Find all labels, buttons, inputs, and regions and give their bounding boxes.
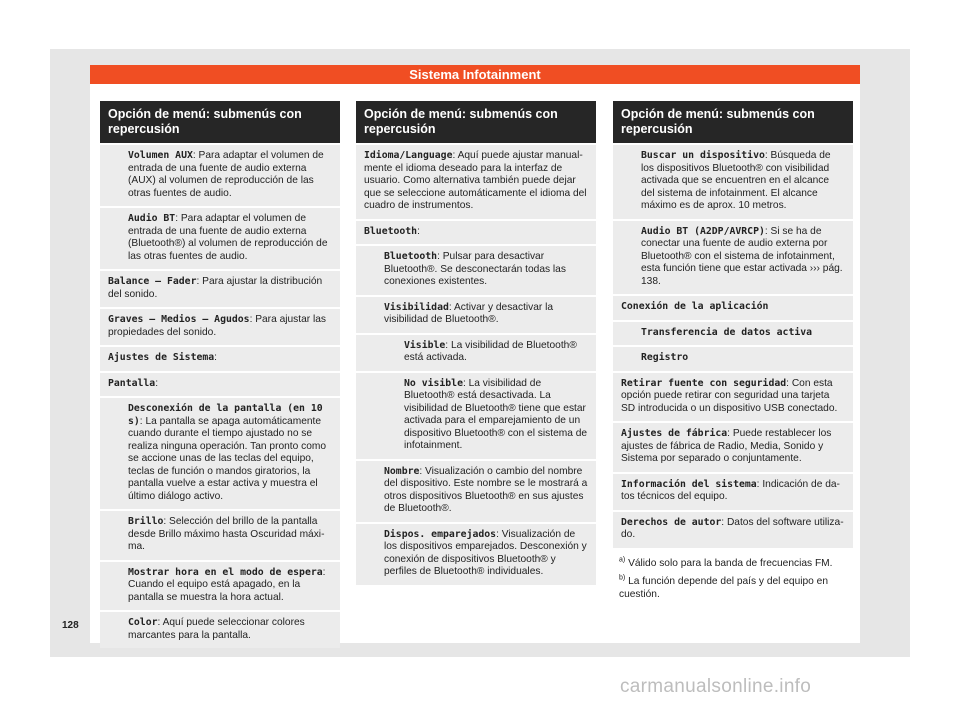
menu-description: : Indicación de datos técnicos del equipo. — [621, 478, 840, 502]
menu-term: Conexión de la aplicación — [621, 301, 769, 312]
menu-description: : Para ajustar las propiedades del sonido. — [108, 314, 327, 338]
table-row — [100, 143, 340, 206]
table-rows — [613, 143, 853, 548]
table-row — [100, 307, 340, 345]
menu-description: : Si se ha de conectar una fuente de audio externa por Bluetooth® con el sistema de infotainment, esta función tiene que estar activada ››› pág. 138. — [641, 225, 843, 287]
menu-description: : — [417, 225, 420, 237]
menu-term: Ajustes de Sistema — [108, 352, 215, 363]
menu-term: Transferencia de datos activa — [641, 326, 813, 338]
document-page — [90, 65, 860, 643]
menu-description: : Puede restablecer los ajustes de fábrica de Radio, Media, Sonido y Sistema por separado o conjuntamente. — [621, 428, 832, 464]
table-row — [613, 219, 853, 295]
table-column-1 — [100, 101, 340, 648]
menu-term: Información del sistema — [621, 478, 757, 490]
table-row — [100, 396, 340, 509]
menu-description: : Para adaptar el volumen de entrada de una fuente de audio externa (Bluetooth®) al volumen de reproducción de las otras fuentes de audio. — [128, 213, 328, 262]
menu-description: : — [214, 352, 218, 363]
table-row — [356, 143, 596, 219]
menu-term: Mostrar hora en el modo de espera — [128, 566, 323, 578]
menu-term: Balance – Fader — [108, 276, 197, 287]
footnotes — [613, 548, 853, 602]
table-rows — [100, 143, 340, 648]
table-row — [100, 560, 340, 611]
table-row — [356, 333, 596, 371]
menu-description: : Visualización de los dispositivos emparejados. Desconexión y conexión de dispositivos Bluetooth® y perfiles de Bluetooth® individuales. — [384, 528, 587, 577]
footnote-text: La función depende del país y del equipo en cuestión. — [619, 576, 829, 600]
table-row — [100, 509, 340, 560]
menu-term: Bluetooth — [384, 251, 438, 262]
table-row — [613, 294, 853, 320]
menu-term: Pantalla — [108, 377, 156, 389]
footnote-mark: b) — [619, 574, 626, 582]
menu-term: Audio BT — [128, 213, 176, 224]
menu-description: : Cuando el equipo está apagado, en la pantalla se muestra la hora actual. — [128, 566, 326, 603]
menu-term: Color — [128, 617, 158, 628]
footnote-text: Válido solo para la banda de frecuencias FM. — [625, 557, 833, 569]
table-row — [100, 371, 340, 397]
watermark: carmanualsonline.info — [620, 676, 812, 697]
menu-term: Buscar un dispositivo — [641, 150, 765, 161]
table-row — [613, 472, 853, 510]
menu-description: : Con esta opción puede retirar con seguridad una tarjeta SD introducida o un dispositivo USB conectado. — [621, 377, 838, 414]
menu-description: : Selección del brillo de la pantalla desde Brillo máximo hasta Oscuridad máxima. — [128, 516, 325, 552]
menu-term: Graves – Medios – Agudos — [108, 314, 250, 325]
table-column-3 — [613, 101, 853, 607]
menu-description: : Pulsar para desactivar Bluetooth®. Se desconectarán todas las conexiones existentes. — [384, 251, 566, 287]
menu-term: Nombre — [384, 465, 420, 477]
column-heading: Opción de menú: submenús con repercusión — [613, 101, 853, 143]
footnote — [619, 576, 847, 601]
menu-description: : Búsqueda de los dispositivos Bluetooth® con visibilidad activada que se encuentren en el alcance del sistema de infotainment. El alcance máximo es de aprox. 10 metros. — [641, 150, 831, 211]
menu-term: Dispos. emparejados — [384, 528, 497, 540]
menu-term: Visibilidad — [384, 301, 449, 313]
table-row — [613, 371, 853, 422]
table-row — [613, 345, 853, 371]
menu-term: Brillo — [128, 516, 164, 527]
table-row — [100, 345, 340, 371]
menu-description: : Para adaptar el volumen de entrada de una fuente de audio externa (AUX) al volumen de reproducción de las otras fuentes de audio. — [128, 150, 324, 199]
table-row — [356, 295, 596, 333]
table-rows — [356, 143, 596, 585]
menu-term: Desconexión de la pantalla (en 10 s) — [128, 403, 323, 427]
table-row — [100, 206, 340, 269]
menu-description: : Aquí puede ajustar manualmente el idioma deseado para la interfaz de usuario. Como alternativa también puede dejar que se seleccione automáticamente el idioma del cuadro de instrumentos. — [364, 150, 587, 211]
menu-description: : Aquí puede seleccionar colores marcantes para la pantalla. — [128, 617, 305, 641]
table-row — [613, 320, 853, 346]
menu-term: Retirar fuente con seguridad — [621, 377, 787, 389]
table-row — [356, 459, 596, 522]
table-column-2 — [356, 101, 596, 585]
menu-description: : Visualización o cambio del nombre del dispositivo. Este nombre se le mostrará a otros dispositivos Bluetooth® en sus ajustes de Bluetooth®. — [384, 465, 588, 514]
menu-description: : La visibilidad de Bluetooth® está desactivada. La visibilidad de Bluetooth® tiene que estar activada para el emparejamiento de un dispositivo Bluetooth® con el sistema de infotainment. — [404, 377, 588, 451]
menu-term: Visible — [404, 339, 446, 351]
menu-description: : — [155, 377, 159, 389]
table-row — [356, 522, 596, 585]
menu-term: Registro — [641, 352, 689, 363]
menu-term: Ajustes de fábrica — [621, 428, 728, 439]
table-row — [613, 421, 853, 472]
menu-description: : Datos del software utilizado. — [621, 516, 844, 540]
menu-description: : La visibilidad de Bluetooth® está activada. — [404, 339, 577, 363]
column-heading: Opción de menú: submenús con repercusión — [356, 101, 596, 143]
table-row — [356, 244, 596, 295]
column-heading: Opción de menú: submenús con repercusión — [100, 101, 340, 143]
page-number: 128 — [62, 620, 79, 631]
menu-term: Volumen AUX — [128, 150, 193, 161]
table-row — [613, 143, 853, 219]
footnote — [619, 558, 847, 571]
table-row — [613, 510, 853, 548]
menu-term: Idioma/Language — [364, 150, 453, 161]
footnote-mark: a) — [619, 556, 626, 564]
menu-term: Derechos de autor — [621, 516, 722, 528]
menu-description: : Para ajustar la distribución del sonido. — [108, 276, 323, 300]
menu-term: Bluetooth — [364, 225, 418, 237]
table-row — [100, 610, 340, 648]
table-row — [356, 219, 596, 245]
menu-description: : Activar y desactivar la visibilidad de Bluetooth®. — [384, 301, 554, 325]
menu-term: No visible — [404, 377, 463, 389]
section-header: Sistema Infotainment — [90, 65, 860, 84]
menu-description: : La pantalla se apaga automáticamente cuando durante el tiempo ajustado no se realiza ninguna operación. Tan pronto como se accione unas de las teclas del equipo, teclas de función o mandos giratorios, la pantalla vuelve a estar activa y muestra el último diálogo activo. — [128, 415, 327, 502]
table-row — [356, 371, 596, 459]
table-row — [100, 269, 340, 307]
menu-term: Audio BT (A2DP/AVRCP) — [641, 225, 765, 237]
